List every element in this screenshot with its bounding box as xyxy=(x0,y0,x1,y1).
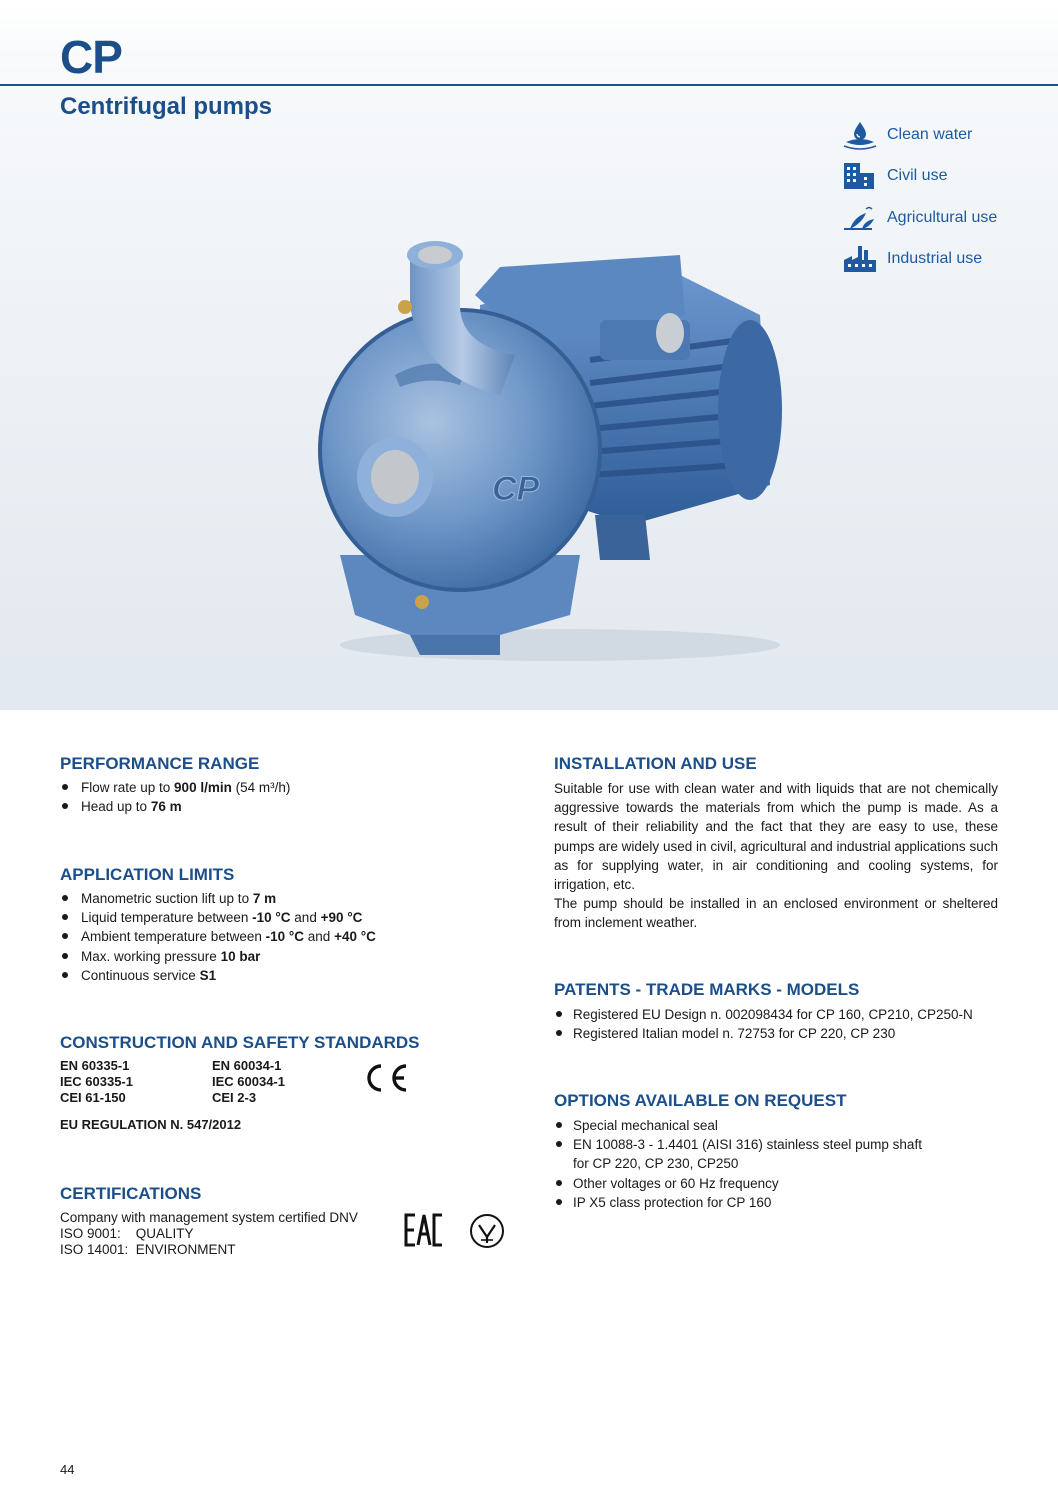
cert-line: Company with management system certified DNV xyxy=(60,1210,358,1225)
standard-item: EN 60034-1 xyxy=(212,1058,282,1073)
item-text: Ambient temperature between xyxy=(81,929,266,945)
item-value: -10 °C xyxy=(252,910,291,926)
list-item xyxy=(60,889,376,908)
use-label: Industrial use xyxy=(887,250,983,268)
item-text: Max. working pressure xyxy=(81,948,221,964)
page-subtitle: Centrifugal pumps xyxy=(60,93,273,120)
list-item xyxy=(554,1116,922,1135)
list-item xyxy=(60,927,376,946)
standard-item: IEC 60034-1 xyxy=(212,1074,285,1089)
regulation-text: EU REGULATION N. 547/2012 xyxy=(60,1117,242,1132)
page-number: 44 xyxy=(60,1462,75,1477)
use-label: Clean water xyxy=(887,125,973,143)
item-text: Head up to xyxy=(81,799,151,815)
patents-title: PATENTS - TRADE MARKS - MODELS xyxy=(554,980,860,999)
use-label: Civil use xyxy=(887,167,948,185)
item-text: Special mechanical seal xyxy=(573,1118,718,1133)
item-value: +90 °C xyxy=(320,910,363,926)
use-clean-water xyxy=(842,114,1042,156)
industrial-use-icon xyxy=(842,244,878,274)
item-text: (54 m³/h) xyxy=(231,780,291,795)
use-agricultural xyxy=(842,197,1042,239)
patents-list xyxy=(554,1005,973,1043)
standard-item: IEC 60335-1 xyxy=(60,1074,133,1089)
standard-item: CEI 2-3 xyxy=(212,1090,257,1105)
use-list xyxy=(842,114,1042,280)
ce-mark-icon xyxy=(362,1062,410,1094)
use-label: Agricultural use xyxy=(887,208,998,226)
performance-title: PERFORMANCE RANGE xyxy=(60,754,260,773)
installation-paragraph-2: The pump should be installed in an enclosed environment or sheltered from inclement weather. xyxy=(554,896,998,931)
standards-col-2 xyxy=(212,1058,285,1106)
agricultural-use-icon xyxy=(842,203,878,233)
clean-water-icon xyxy=(842,120,878,150)
use-civil xyxy=(842,156,1042,198)
standard-item: EN 60335-1 xyxy=(60,1058,130,1073)
item-text: Manometric suction lift up to xyxy=(81,891,253,906)
item-value: 7 m xyxy=(252,891,277,906)
standard-item: CEI 61-150 xyxy=(60,1090,126,1105)
item-value: S1 xyxy=(199,967,217,983)
use-industrial xyxy=(842,239,1042,281)
item-text-continued: for CP 220, CP 230, CP250 xyxy=(573,1156,739,1172)
item-value: -10 °C xyxy=(265,929,305,945)
list-item xyxy=(60,947,376,966)
limits-list xyxy=(60,889,376,985)
certification-seal-icon xyxy=(468,1212,506,1250)
list-item xyxy=(554,1135,922,1173)
performance-list xyxy=(60,778,290,816)
installation-paragraph-1: Suitable for use with clean water and with liquids that are not chemically aggressive towards the materials from which the pump is made. As a result of their reliability and the fact that they are easy to use, these pumps are widely used in civil, agricultural and industrial applications such as for supplying water, in air conditioning and cooling systems, for irrigation, etc. xyxy=(554,781,998,893)
standards-col-1 xyxy=(60,1058,133,1106)
item-text: Flow rate up to xyxy=(81,780,175,795)
item-value: +40 °C xyxy=(334,929,376,945)
list-item xyxy=(60,797,290,816)
pump-illustration xyxy=(300,225,800,665)
header-rule xyxy=(0,84,1058,86)
item-text: and xyxy=(290,910,321,926)
certifications-title: CERTIFICATIONS xyxy=(60,1184,202,1203)
certifications-text xyxy=(60,1210,358,1258)
item-value: 10 bar xyxy=(220,948,261,964)
item-text: Other voltages or 60 Hz frequency xyxy=(573,1175,779,1191)
list-item xyxy=(554,1174,922,1193)
list-item xyxy=(554,1193,922,1212)
item-value: 76 m xyxy=(150,799,182,815)
item-text: Continuous service xyxy=(81,967,200,983)
civil-use-icon xyxy=(842,161,878,191)
item-text: and xyxy=(304,929,335,945)
item-text: Liquid temperature between xyxy=(81,910,253,926)
options-title: OPTIONS AVAILABLE ON REQUEST xyxy=(554,1091,847,1110)
item-text: EN 10088-3 - 1.4401 (AISI 316) stainless steel pump shaft xyxy=(573,1137,922,1153)
cert-line: ISO 9001: QUALITY xyxy=(60,1226,194,1241)
item-text: IP X5 class protection for CP 160 xyxy=(573,1194,772,1210)
limits-title: APPLICATION LIMITS xyxy=(60,865,235,884)
list-item xyxy=(60,908,376,927)
installation-title: INSTALLATION AND USE xyxy=(554,754,757,773)
options-list xyxy=(554,1116,922,1212)
standards-title: CONSTRUCTION AND SAFETY STANDARDS xyxy=(60,1033,420,1052)
list-item: Registered EU Design n. 002098434 for CP 160, CP210, CP250-N xyxy=(554,1005,973,1024)
brand-title: CP xyxy=(60,31,122,83)
eac-mark-icon xyxy=(404,1212,444,1248)
list-item xyxy=(60,778,290,797)
list-item xyxy=(60,966,376,985)
cert-line: ISO 14001: ENVIRONMENT xyxy=(60,1242,236,1257)
list-item: Registered Italian model n. 72753 for CP 220, CP 230 xyxy=(554,1024,973,1043)
item-value: 900 l/min xyxy=(174,780,232,795)
pump-logo-text: CP xyxy=(492,470,540,508)
